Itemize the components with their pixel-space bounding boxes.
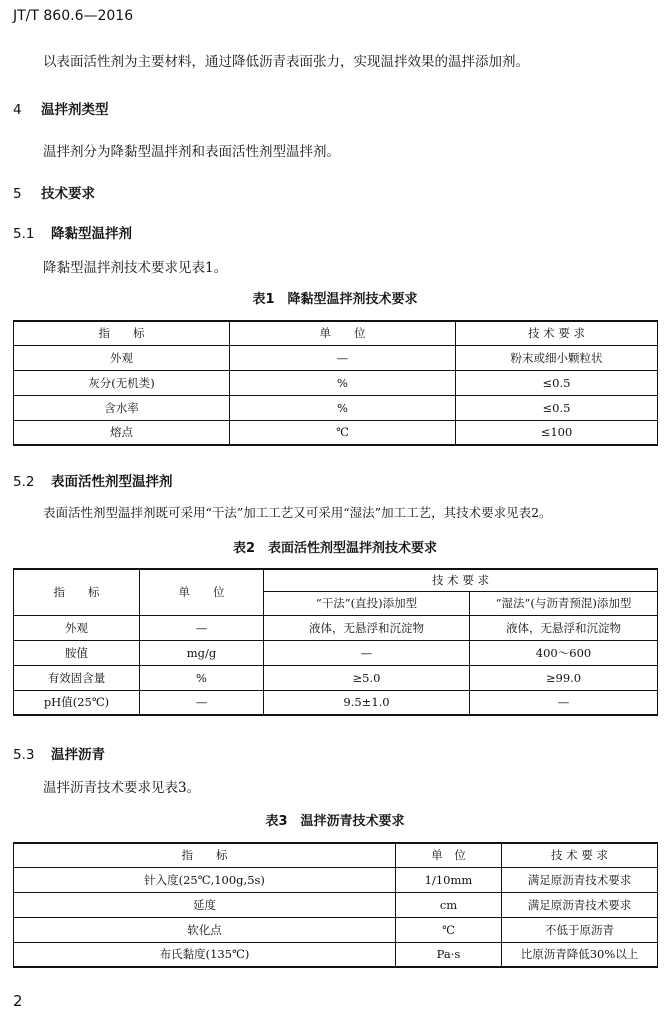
table-cell: 不低于原沥青: [502, 917, 658, 942]
table-1: [13, 320, 658, 446]
table-cell: 满足原沥青技术要求: [502, 867, 658, 892]
header-cell: 指 标: [14, 569, 140, 615]
table-3: [13, 842, 658, 968]
table-cell: 有效固含量: [14, 665, 140, 690]
section-title: 表面活性剂型温拌剂: [51, 474, 173, 490]
section-title: 技术要求: [41, 186, 95, 202]
table-cell: %: [230, 370, 456, 395]
table-cell: 软化点: [14, 917, 396, 942]
table-cell: —: [230, 345, 456, 370]
section-number: 5.2: [13, 474, 35, 490]
table-cell: 针入度(25℃,100g,5s): [14, 867, 396, 892]
header-cell: “干法”(直投)添加型: [264, 591, 470, 615]
table-cell: 布氏黏度(135℃): [14, 942, 396, 967]
page-number: 2: [13, 992, 23, 1010]
section-5-heading: [13, 182, 95, 202]
section-title: 温拌剂类型: [41, 102, 109, 118]
table-cell: —: [140, 615, 264, 640]
header-cell: “湿法”(与沥青预混)添加型: [470, 591, 658, 615]
table-cell: 延度: [14, 892, 396, 917]
header-cell: 单 位: [230, 321, 456, 345]
header-cell: 指 标: [14, 321, 230, 345]
table-cell: 含水率: [14, 395, 230, 420]
table-cell: 外观: [14, 345, 230, 370]
table-cell: ℃: [230, 420, 456, 445]
section-4-text: 温拌剂分为降黏型温拌剂和表面活性剂型温拌剂。: [43, 144, 340, 160]
table-row: [14, 345, 658, 370]
table-1-caption: 表1 降黏型温拌剂技术要求: [252, 292, 418, 307]
table-cell: %: [140, 665, 264, 690]
section-5-1-heading: [13, 222, 132, 242]
table-row: [14, 917, 658, 942]
table-row: [14, 892, 658, 917]
table-row: [14, 690, 658, 715]
section-number: 4: [13, 102, 22, 118]
section-5-3-text: 温拌沥青技术要求见表3。: [43, 780, 201, 796]
section-5-2-text: 表面活性剂型温拌剂既可采用“干法”加工工艺又可采用“湿法”加工工艺，其技术要求见表2。: [43, 505, 552, 520]
table-header-row: [14, 321, 658, 345]
table-cell: 灰分(无机类): [14, 370, 230, 395]
section-5-3-heading: [13, 743, 105, 763]
table-cell: —: [140, 690, 264, 715]
header-cell: 单 位: [140, 569, 264, 615]
table-cell: —: [264, 640, 470, 665]
table-cell: 外观: [14, 615, 140, 640]
table-cell: ≤0.5: [456, 370, 658, 395]
section-number: 5: [13, 186, 22, 202]
section-title: 温拌沥青: [51, 747, 105, 763]
table-cell: ≥99.0: [470, 665, 658, 690]
header-cell: 技 术 要 求: [456, 321, 658, 345]
table-3-caption: 表3 温拌沥青技术要求: [265, 814, 405, 829]
section-4-heading: [13, 98, 109, 118]
section-5-1-text: 降黏型温拌剂技术要求见表1。: [43, 260, 228, 276]
table-cell: cm: [396, 892, 502, 917]
header-cell: 指 标: [14, 843, 396, 867]
header-cell: 技 术 要 求: [264, 569, 658, 591]
table-cell: mg/g: [140, 640, 264, 665]
document-id: JT/T 860.6—2016: [13, 8, 134, 24]
table-cell: 满足原沥青技术要求: [502, 892, 658, 917]
table-row: [14, 942, 658, 967]
table-cell: 液体，无悬浮和沉淀物: [470, 615, 658, 640]
table-cell: %: [230, 395, 456, 420]
table-row: [14, 395, 658, 420]
table-cell: 熔点: [14, 420, 230, 445]
intro-text: 以表面活性剂为主要材料，通过降低沥青表面张力，实现温拌效果的温拌添加剂。: [43, 54, 529, 70]
table-row: [14, 420, 658, 445]
table-row: [14, 867, 658, 892]
header-cell: 技 术 要 求: [502, 843, 658, 867]
section-number: 5.1: [13, 226, 35, 242]
table-row: [14, 640, 658, 665]
table-cell: 比原沥青降低30%以上: [502, 942, 658, 967]
table-cell: ℃: [396, 917, 502, 942]
table-cell: 1/10mm: [396, 867, 502, 892]
table-cell: pH值(25℃): [14, 690, 140, 715]
table-cell: 9.5±1.0: [264, 690, 470, 715]
table-cell: 粉末或细小颗粒状: [456, 345, 658, 370]
table-row: [14, 370, 658, 395]
table-cell: ≤0.5: [456, 395, 658, 420]
section-title: 降黏型温拌剂: [51, 226, 132, 242]
table-cell: ≥5.0: [264, 665, 470, 690]
table-cell: Pa·s: [396, 942, 502, 967]
header-cell: 单 位: [396, 843, 502, 867]
table-cell: ≤100: [456, 420, 658, 445]
section-5-2-heading: [13, 470, 173, 490]
table-2-caption: 表2 表面活性剂型温拌剂技术要求: [232, 541, 438, 556]
table-row: [14, 665, 658, 690]
table-header-row: [14, 569, 658, 591]
section-number: 5.3: [13, 747, 35, 763]
table-cell: 胺值: [14, 640, 140, 665]
table-row: [14, 615, 658, 640]
table-2: [13, 568, 658, 716]
table-cell: 400～600: [470, 640, 658, 665]
table-header-row: [14, 843, 658, 867]
table-cell: —: [470, 690, 658, 715]
table-cell: 液体，无悬浮和沉淀物: [264, 615, 470, 640]
